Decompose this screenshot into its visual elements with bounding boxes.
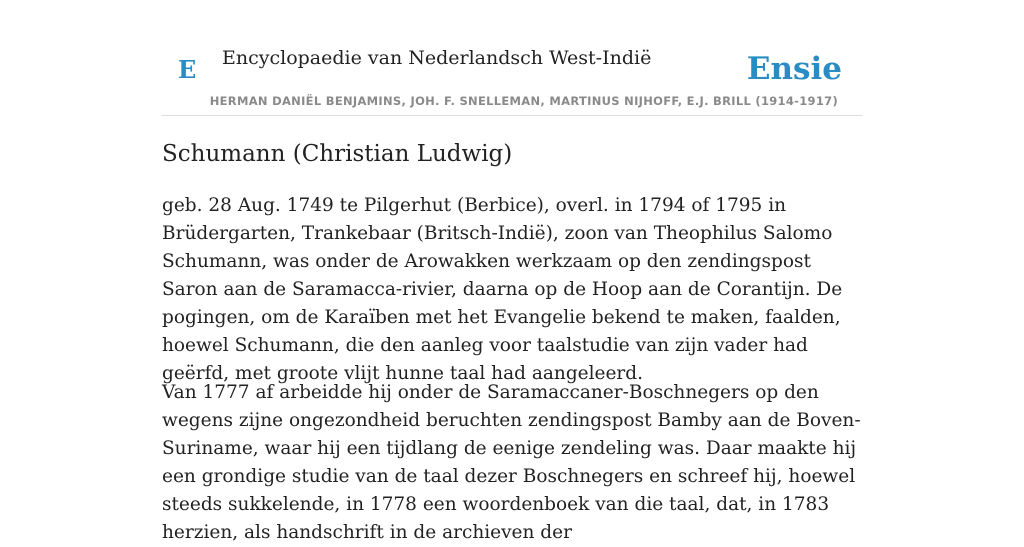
article-paragraph: geb. 28 Aug. 1749 te Pilgerhut (Berbice), overl. in 1794 of 1795 in Brüdergarten, Trankebaar (Britsch-Indië), zoon van Theophilus Salomo Schumann, was onder de Arowakken werkzaam op den zendingspost Saron aan de Saramacca-rivier, daarna op de Hoop aan de Corantijn. De pogingen, om de Karaïben met het Evangelie bekend te maken, faalden, hoewel Schumann, die den aanleg voor taalstudie van zijn vader had geërfd, met groote vlijt hunne taal had aangeleerd. xyxy=(162,195,843,384)
source-logo[interactable]: E xyxy=(178,55,197,84)
source-title-link[interactable]: Encyclopaedie van Nederlandsch West-Indië xyxy=(222,47,652,69)
ensie-brand-logo[interactable]: Ensie xyxy=(746,51,842,87)
article-paragraph: Van 1777 af arbeidde hij onder de Saramaccaner-Boschnegers op den wegens zijne ongezondheid beruchten zendingspost Bamby aan de Boven-Suriname, waar hij een tijdlang de eenige zendeling was. Daar maakte hij een grondige studie van de taal dezer Boschnegers en schreef hij, hoewel steeds sukkelende, in 1778 een woordenboek van die taal, dat, in 1783 herzien, als handschrift in de archieven der xyxy=(162,382,861,543)
source-authors: HERMAN DANIËL BENJAMINS, JOH. F. SNELLEMAN, MARTINUS NIJHOFF, E.J. BRILL (1914-1917) xyxy=(209,94,838,108)
article-title: Schumann (Christian Ludwig) xyxy=(162,141,513,167)
page-container xyxy=(162,0,862,543)
source-header xyxy=(162,0,862,116)
